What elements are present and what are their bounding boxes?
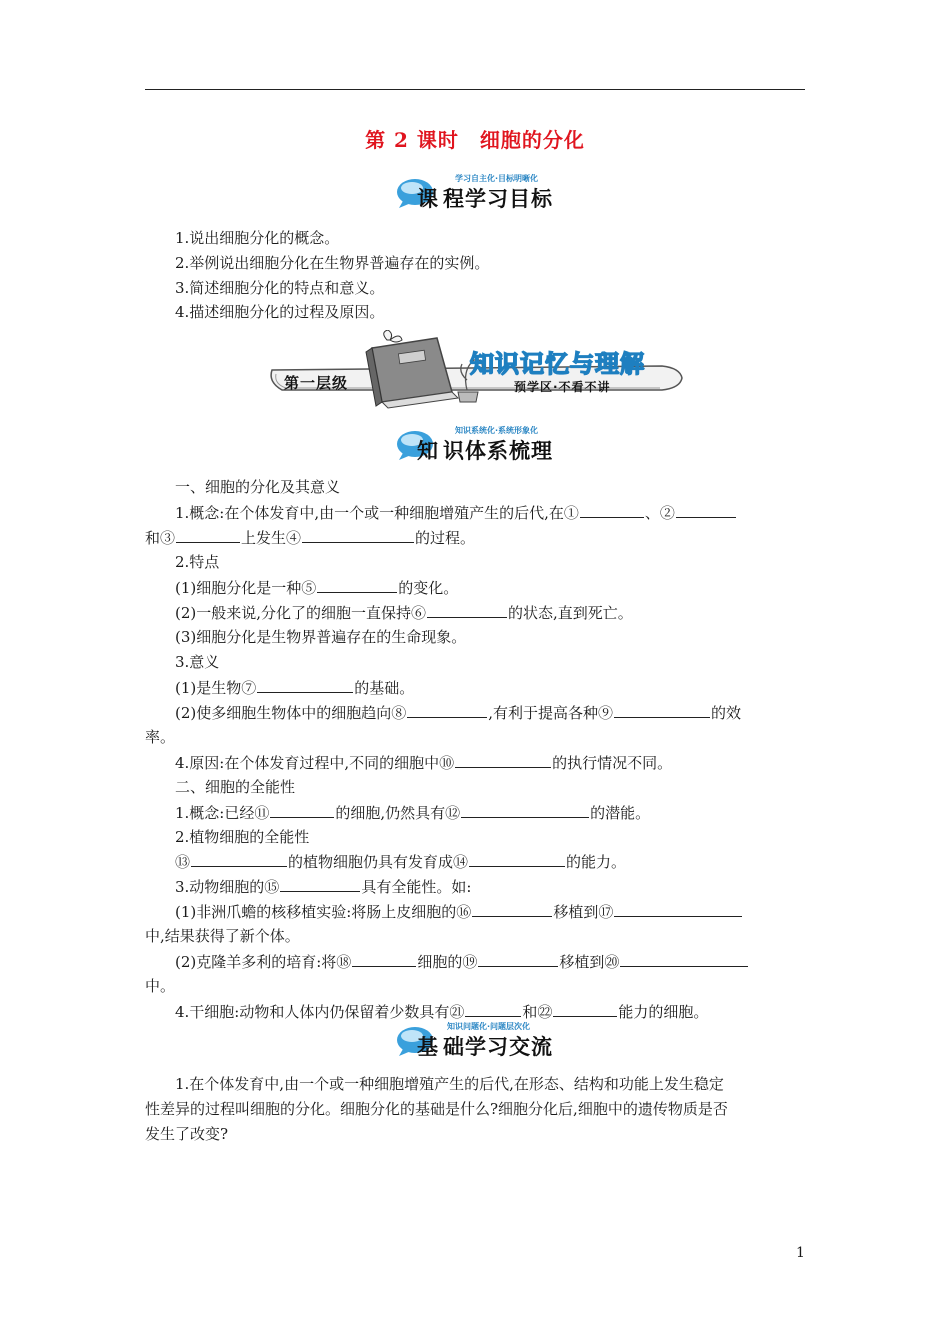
- plant-line: ⑬ 的植物细胞仍具有发育成⑭ 的能力。: [175, 853, 627, 871]
- header-rule: [145, 89, 805, 90]
- exchange-line: 发生了改变?: [145, 1125, 229, 1143]
- goals-subtitle: 学习自主化·目标明晰化: [455, 174, 539, 183]
- level-title: 知识记忆与理解: [470, 350, 645, 378]
- goal-item: 2.举例说出细胞分化在生物界普遍存在的实例。: [175, 254, 490, 272]
- exchange-line: 1.在个体发育中,由一个或一种细胞增殖产生的后代,在形态、结构和功能上发生稳定: [175, 1075, 724, 1093]
- basic-first-char: 基: [417, 1035, 439, 1059]
- basic-title: 础学习交流: [443, 1035, 553, 1059]
- goal-item: 3.简述细胞分化的特点和意义。: [175, 279, 385, 297]
- concept-line: 1.概念:在个体发育中,由一个或一种细胞增殖产生的后代,在① 、②: [175, 502, 737, 523]
- goal-item: 1.说出细胞分化的概念。: [175, 229, 340, 247]
- basic-subtitle: 知识问题化·问题层次化: [447, 1022, 531, 1031]
- animal-line: 3.动物细胞的⑮ 具有全能性。如:: [175, 878, 472, 896]
- basic-banner: [395, 1020, 565, 1060]
- system-first-char: 知: [417, 439, 439, 463]
- system-title: 识体系梳理: [443, 439, 553, 463]
- goals-banner: [395, 172, 565, 212]
- section-heading: 二、细胞的全能性: [175, 778, 296, 796]
- goal-item: 4.描述细胞分化的过程及原因。: [175, 303, 385, 321]
- trait-line: (2)一般来说,分化了的细胞一直保持⑥ 的状态,直到死亡。: [175, 604, 633, 622]
- goals-title: 程学习目标: [443, 187, 553, 211]
- meaning-heading: 3.意义: [175, 653, 220, 671]
- level-label: 第一层级: [284, 374, 349, 392]
- trait-line: (1)细胞分化是一种⑤ 的变化。: [175, 579, 459, 597]
- system-banner: [395, 424, 565, 464]
- cause-line: 4.原因:在个体发育过程中,不同的细胞中⑩ 的执行情况不同。: [175, 754, 673, 772]
- meaning-line: (2)使多细胞生物体中的细胞趋向⑧ ,有利于提高各种⑨ 的效: [175, 704, 742, 722]
- section-heading: 一、细胞的分化及其意义: [175, 478, 341, 496]
- frog-line: (1)非洲爪蟾的核移植实验:将肠上皮细胞的⑯ 移植到⑰: [175, 901, 743, 922]
- concept-line-2: 和③ 上发生④ 的过程。: [145, 529, 476, 547]
- goals-first-char: 课: [417, 187, 439, 211]
- frog-line-2: 中,结果获得了新个体。: [145, 927, 300, 945]
- meaning-line: (1)是生物⑦ 的基础。: [175, 679, 415, 697]
- level-subtitle: 预学区·不看不讲: [514, 380, 611, 394]
- dolly-line: (2)克隆羊多利的培育:将⑱ 细胞的⑲ 移植到⑳: [175, 951, 749, 972]
- trait-heading: 2.特点: [175, 553, 220, 571]
- level-banner: [262, 330, 687, 412]
- dolly-line-2: 中。: [145, 977, 176, 995]
- page-title: 第 2 课时 细胞的分化: [365, 128, 585, 152]
- plant-heading: 2.植物细胞的全能性: [175, 828, 310, 846]
- system-subtitle: 知识系统化·系统形象化: [455, 426, 539, 435]
- page-number: 1: [796, 1245, 805, 1261]
- stem-line: 4.干细胞:动物和人体内仍保留着少数具有㉑ 和㉒ 能力的细胞。: [175, 1003, 709, 1021]
- exchange-line: 性差异的过程叫细胞的分化。细胞分化的基础是什么?细胞分化后,细胞中的遗传物质是否: [145, 1100, 728, 1118]
- trait-line: (3)细胞分化是生物界普遍存在的生命现象。: [175, 628, 467, 646]
- totipotency-line: 1.概念:已经⑪ 的细胞,仍然具有⑫ 的潜能。: [175, 804, 651, 822]
- meaning-line-2: 率。: [145, 728, 176, 746]
